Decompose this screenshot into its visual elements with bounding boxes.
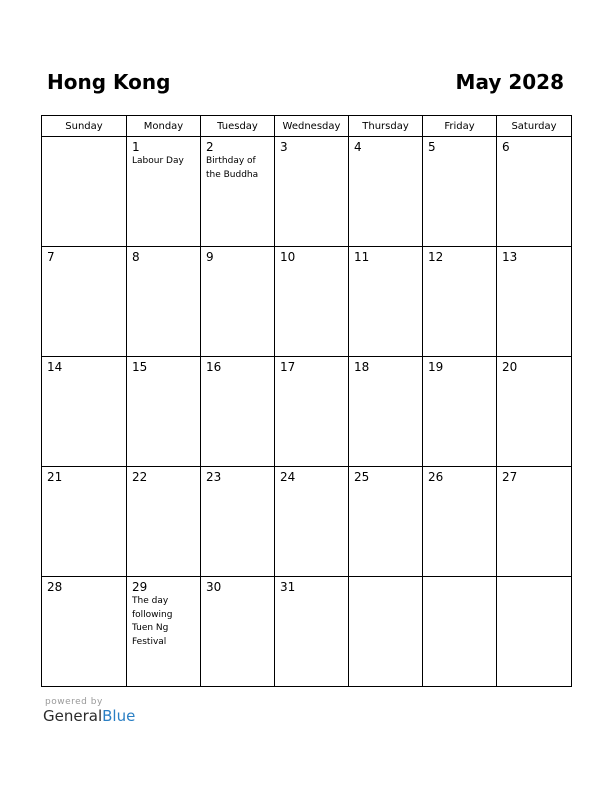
holiday-label: Birthday of the Buddha [206, 156, 259, 180]
day-number: 9 [206, 250, 214, 264]
day-cell [201, 247, 275, 357]
week-row [42, 467, 572, 577]
day-number: 2 [206, 140, 214, 154]
weekday-tuesday: Tuesday [201, 116, 275, 137]
day-cell [423, 467, 497, 577]
day-number: 22 [132, 470, 148, 484]
day-number: 20 [502, 360, 518, 374]
day-number: 4 [354, 140, 362, 154]
day-cell [127, 247, 201, 357]
day-cell [497, 247, 572, 357]
day-number: 26 [428, 470, 444, 484]
day-cell [423, 137, 497, 247]
week-row [42, 357, 572, 467]
day-cell [42, 357, 127, 467]
day-number: 21 [47, 470, 63, 484]
day-number: 29 [132, 580, 148, 594]
weekday-saturday: Saturday [497, 116, 572, 137]
week-row [42, 137, 572, 247]
week-row [42, 247, 572, 357]
day-cell [349, 467, 423, 577]
day-cell [275, 137, 349, 247]
day-number: 7 [47, 250, 55, 264]
day-number: 8 [132, 250, 140, 264]
day-number: 18 [354, 360, 370, 374]
day-cell [275, 247, 349, 357]
day-number: 6 [502, 140, 510, 154]
day-cell [42, 137, 127, 247]
day-number: 17 [280, 360, 296, 374]
day-cell [201, 577, 275, 687]
day-cell [127, 137, 201, 247]
weekday-sunday: Sunday [42, 116, 127, 137]
day-cell [349, 247, 423, 357]
day-cell [423, 247, 497, 357]
month-year-title: May 2028 [455, 70, 564, 94]
footer-branding [43, 697, 135, 725]
weekday-friday: Friday [423, 116, 497, 137]
day-number: 28 [47, 580, 63, 594]
day-number: 27 [502, 470, 518, 484]
day-cell [349, 137, 423, 247]
logo-blue: Blue [102, 707, 136, 725]
holiday-label: The day following Tuen Ng Festival [132, 596, 173, 647]
day-cell [127, 467, 201, 577]
calendar-grid [41, 115, 572, 687]
day-number: 3 [280, 140, 288, 154]
day-number: 15 [132, 360, 148, 374]
day-number: 1 [132, 140, 140, 154]
day-number: 12 [428, 250, 444, 264]
day-cell [349, 357, 423, 467]
day-cell [201, 357, 275, 467]
powered-by-label: powered by [45, 697, 103, 707]
weekday-monday: Monday [127, 116, 201, 137]
week-row [42, 577, 572, 687]
day-number: 11 [354, 250, 370, 264]
day-number: 10 [280, 250, 296, 264]
day-number: 19 [428, 360, 444, 374]
day-number: 13 [502, 250, 518, 264]
weekday-wednesday: Wednesday [275, 116, 349, 137]
day-cell [497, 467, 572, 577]
day-cell [201, 467, 275, 577]
day-cell [42, 247, 127, 357]
day-number: 16 [206, 360, 222, 374]
day-number: 31 [280, 580, 296, 594]
day-cell [275, 357, 349, 467]
day-cell [497, 357, 572, 467]
day-number: 5 [428, 140, 436, 154]
logo-general: General [43, 707, 103, 725]
day-number: 14 [47, 360, 63, 374]
day-cell [349, 577, 423, 687]
day-cell [127, 577, 201, 687]
day-cell [423, 577, 497, 687]
holiday-label: Labour Day [132, 156, 184, 166]
weekday-thursday: Thursday [349, 116, 423, 137]
day-cell [423, 357, 497, 467]
day-cell [275, 467, 349, 577]
day-cell [127, 357, 201, 467]
day-cell [497, 137, 572, 247]
day-number: 25 [354, 470, 370, 484]
day-number: 24 [280, 470, 296, 484]
day-number: 23 [206, 470, 222, 484]
day-cell [42, 467, 127, 577]
weekday-header-row [42, 116, 572, 137]
day-cell [497, 577, 572, 687]
day-number: 30 [206, 580, 222, 594]
day-cell [42, 577, 127, 687]
generalblue-logo [43, 707, 135, 725]
region-title: Hong Kong [47, 70, 171, 94]
day-cell [201, 137, 275, 247]
day-cell [275, 577, 349, 687]
